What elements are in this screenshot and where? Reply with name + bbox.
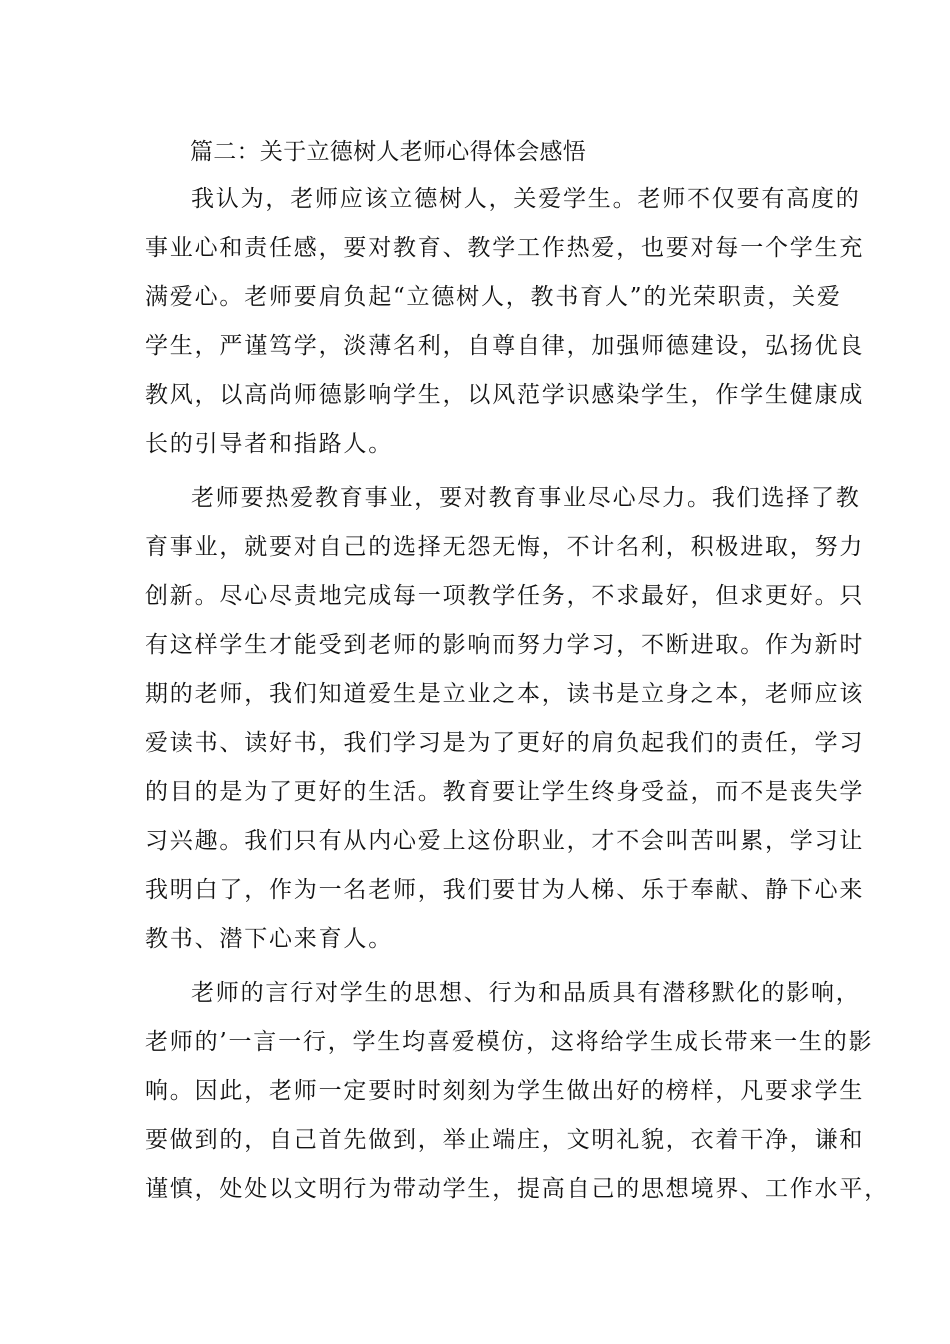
paragraph-3-line-3: 响。因此，老师一定要时时刻刻为学生做出好的榜样，凡要求学生 — [145, 1078, 865, 1104]
paragraph-2-line-7: 的目的是为了更好的生活。教育要让学生终身受益，而不是丧失学 — [145, 779, 865, 805]
paragraph-2-line-10: 教书、潜下心来育人。 — [145, 926, 393, 952]
paragraph-2-line-8: 习兴趣。我们只有从内心爱上这份职业，才不会叫苦叫累，学习让 — [145, 828, 865, 854]
document-title: 篇二：关于立德树人老师心得体会感悟 — [190, 139, 587, 165]
paragraph-2-line-2: 育事业，就要对自己的选择无怨无悔，不计名利，积极进取，努力 — [145, 534, 865, 560]
paragraph-2-line-4: 有这样学生才能受到老师的影响而努力学习，不断进取。作为新时 — [145, 632, 865, 658]
paragraph-1-line-4: 学生，严谨笃学，淡薄名利，自尊自律，加强师德建设，弘扬优良 — [145, 333, 865, 359]
paragraph-1-line-3: 满爱心。老师要肩负起“立德树人，教书育人”的光荣职责，关爱 — [145, 284, 842, 310]
paragraph-2-line-3: 创新。尽心尽责地完成每一项教学任务，不求最好，但求更好。只 — [145, 583, 865, 609]
paragraph-1-line-2: 事业心和责任感，要对教育、教学工作热爱，也要对每一个学生充 — [145, 235, 865, 261]
paragraph-2-line-6: 爱读书、读好书，我们学习是为了更好的肩负起我们的责任，学习 — [145, 730, 865, 756]
paragraph-2-line-1: 老师要热爱教育事业，要对教育事业尽心尽力。我们选择了教 — [191, 485, 861, 511]
paragraph-3-line-5: 谨慎，处处以文明行为带动学生，提高自己的思想境界、工作水平， — [145, 1176, 889, 1202]
paragraph-1-line-6: 长的引导者和指路人。 — [145, 431, 393, 457]
paragraph-2-line-9: 我明白了，作为一名老师，我们要甘为人梯、乐于奉献、静下心来 — [145, 877, 865, 903]
paragraph-3-line-2: 老师的’一言一行，学生均喜爱模仿，这将给学生成长带来一生的影 — [145, 1029, 874, 1055]
paragraph-3-line-4: 要做到的，自己首先做到，举止端庄，文明礼貌，衣着干净，谦和 — [145, 1127, 865, 1153]
paragraph-3-line-1: 老师的言行对学生的思想、行为和品质具有潜移默化的影响， — [191, 980, 861, 1006]
paragraph-2-line-5: 期的老师，我们知道爱生是立业之本，读书是立身之本，老师应该 — [145, 681, 865, 707]
paragraph-1-line-5: 教风，以高尚师德影响学生，以风范学识感染学生，作学生健康成 — [145, 382, 865, 408]
paragraph-1-line-1: 我认为，老师应该立德树人，关爱学生。老师不仅要有高度的 — [191, 186, 861, 212]
